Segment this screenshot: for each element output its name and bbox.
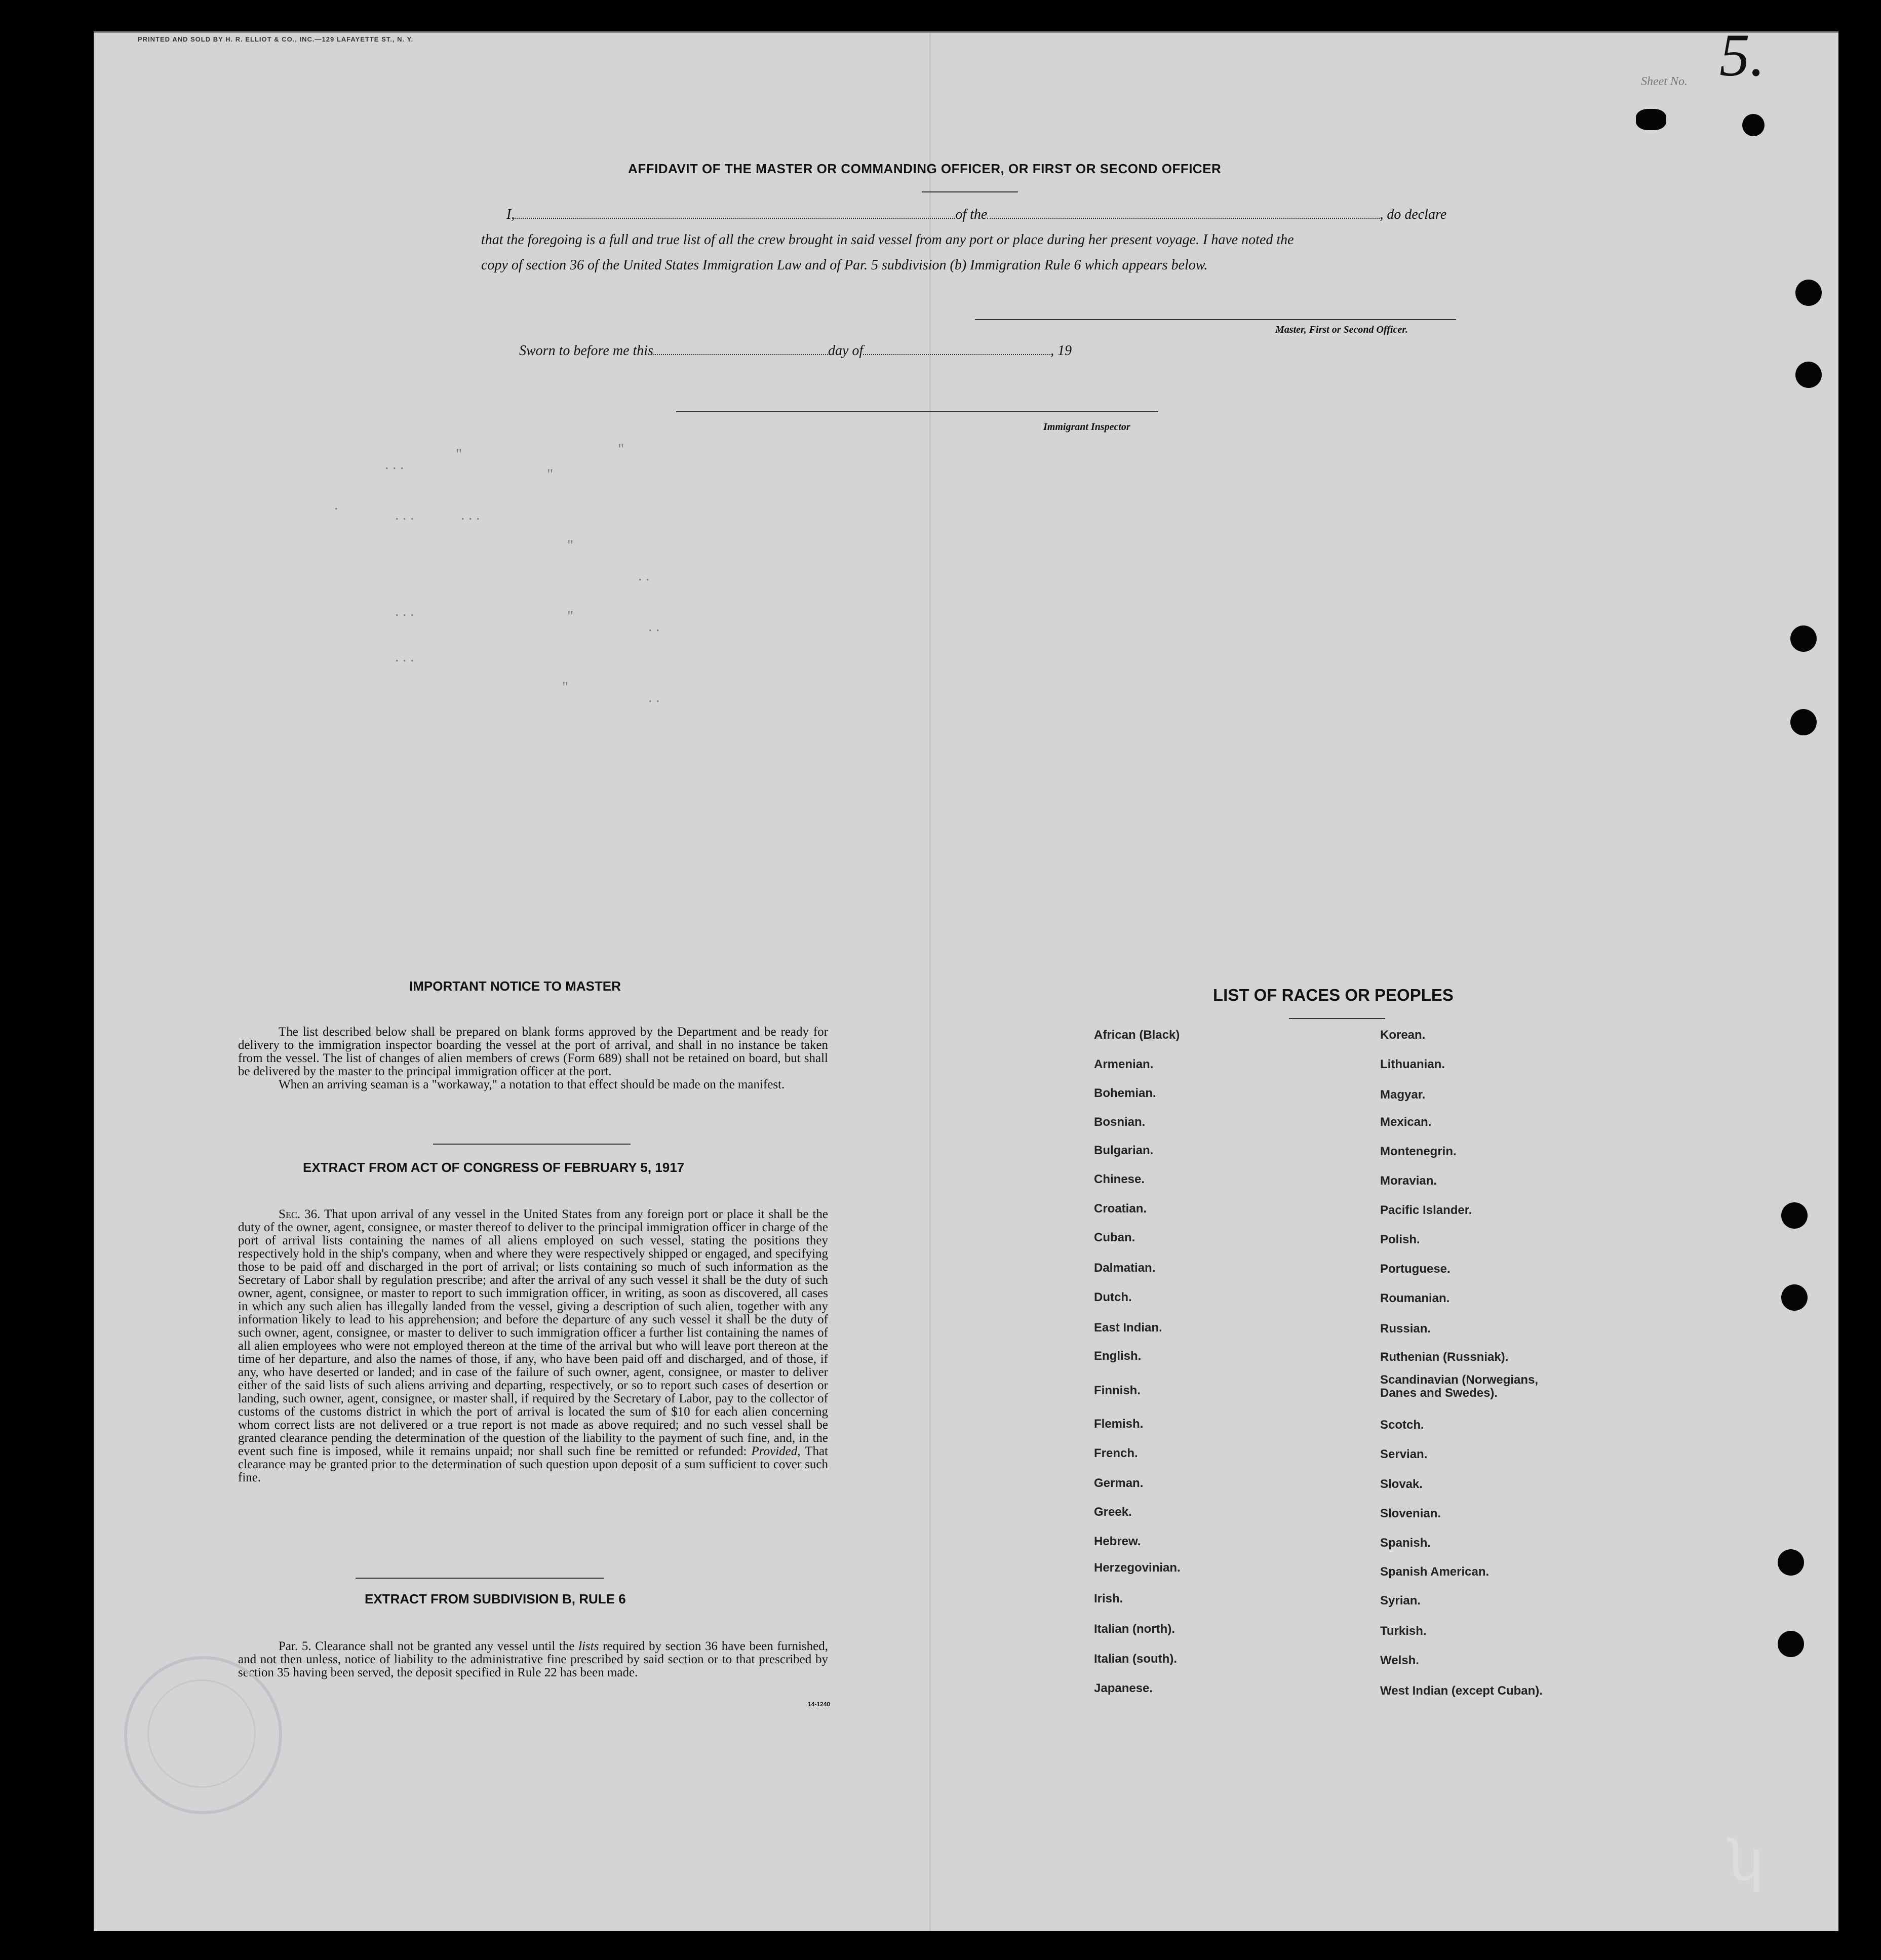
line1-i: I,: [506, 207, 515, 222]
race-item: Pacific Islander.: [1380, 1203, 1472, 1217]
act-extract-body: [238, 1208, 828, 1484]
faint-ditto-mark: . .: [648, 689, 660, 705]
punch-hole: [1781, 1284, 1808, 1311]
punch-hole: [1790, 709, 1817, 735]
faint-ditto-mark: ": [567, 537, 574, 554]
faint-ditto-mark: .: [334, 496, 338, 513]
section-36-proviso: That clearance may be granted prior to the determination of such question upon deposit of a sum sufficient to cover such fine.: [238, 1444, 828, 1484]
race-item: Mexican.: [1380, 1115, 1432, 1129]
lists-word: lists: [578, 1639, 599, 1653]
race-item: French.: [1094, 1446, 1138, 1460]
race-item: Slovak.: [1380, 1477, 1423, 1491]
race-item: Scotch.: [1380, 1418, 1424, 1432]
inspector-label: Immigrant Inspector: [1043, 421, 1130, 433]
race-item: Scandinavian (Norwegians, Danes and Swedes).: [1380, 1373, 1539, 1400]
race-item: Bulgarian.: [1094, 1144, 1154, 1157]
race-item: Russian.: [1380, 1322, 1431, 1336]
act-extract-heading: EXTRACT FROM ACT OF CONGRESS OF FEBRUARY 5, 1917: [303, 1160, 685, 1175]
vessel-name-field[interactable]: [987, 218, 1380, 219]
form-number: 14-1240: [808, 1701, 831, 1708]
rule-extract-body: [238, 1640, 828, 1679]
race-item: Spanish.: [1380, 1536, 1431, 1550]
punch-hole: [1636, 109, 1666, 130]
punch-hole: [1795, 362, 1822, 388]
year-prefix: , 19: [1050, 343, 1072, 359]
sworn-month-field[interactable]: [863, 354, 1050, 355]
race-item: English.: [1094, 1349, 1142, 1363]
sworn-line: [519, 343, 1072, 359]
race-item: Servian.: [1380, 1447, 1428, 1461]
faint-marks-area: [334, 436, 1195, 1003]
race-item: Irish.: [1094, 1592, 1123, 1605]
sheet-number: 5.: [1719, 21, 1765, 89]
race-item: Magyar.: [1380, 1088, 1426, 1102]
faint-ditto-mark: . . .: [461, 506, 480, 523]
section-label: Sec. 36.: [279, 1207, 321, 1221]
master-signature-label: Master, First or Second Officer.: [1275, 324, 1408, 335]
race-item: Bohemian.: [1094, 1086, 1156, 1100]
punch-hole: [1781, 1202, 1808, 1229]
faint-ditto-mark: . . .: [395, 506, 414, 523]
race-item: Croatian.: [1094, 1202, 1147, 1216]
race-item: Korean.: [1380, 1028, 1426, 1042]
title-rule: [922, 191, 1018, 192]
race-item: Finnish.: [1094, 1384, 1141, 1397]
race-item: Bosnian.: [1094, 1115, 1146, 1129]
race-item: Portuguese.: [1380, 1262, 1451, 1276]
race-item: Flemish.: [1094, 1417, 1144, 1431]
line1-of-the: of the: [955, 207, 988, 222]
race-item: Welsh.: [1380, 1654, 1419, 1667]
race-item: Greek.: [1094, 1505, 1132, 1519]
faint-ditto-mark: . . .: [395, 603, 414, 619]
day-of-text: day of: [828, 343, 864, 359]
race-item: Dutch.: [1094, 1290, 1132, 1304]
official-seal-stamp: [124, 1656, 282, 1814]
master-signature-line[interactable]: [975, 319, 1456, 320]
punch-hole: [1778, 1549, 1804, 1576]
faint-ditto-mark: ": [567, 608, 574, 624]
punch-hole: [1742, 114, 1765, 136]
faint-ditto-mark: ": [618, 441, 624, 457]
race-item: Moravian.: [1380, 1174, 1437, 1188]
affidavit-line-2: that the foregoing is a full and true list of all the crew brought in said vessel from any port or place during her present voyage. I have noted the: [481, 232, 1294, 248]
race-item: Turkish.: [1380, 1624, 1427, 1638]
race-item: Roumanian.: [1380, 1291, 1450, 1305]
notice-paragraph-2: When an arriving seaman is a "workaway," a notation to that effect should be made on the manifest.: [279, 1078, 785, 1091]
race-item: Cuban.: [1094, 1231, 1135, 1244]
race-item: Chinese.: [1094, 1172, 1145, 1186]
affidavit-title: AFFIDAVIT OF THE MASTER OR COMMANDING OFFICER, OR FIRST OR SECOND OFFICER: [628, 161, 1222, 176]
race-item: East Indian.: [1094, 1321, 1162, 1335]
race-item: Lithuanian.: [1380, 1057, 1445, 1071]
race-item: West Indian (except Cuban).: [1380, 1684, 1543, 1698]
notice-rule: [433, 1144, 631, 1145]
section-36-text: [238, 1208, 828, 1484]
punch-hole: [1795, 280, 1822, 306]
declarant-name-field[interactable]: [515, 218, 955, 219]
race-item: Armenian.: [1094, 1057, 1154, 1071]
rule-text-2: required by section 36 have been furnished, and not then unless, notice of liability to the administrative fine prescribed by said section or to that prescribed by section 35 having been served, the deposit specified in Rule 22 has been made.: [238, 1639, 829, 1679]
notice-heading: IMPORTANT NOTICE TO MASTER: [409, 978, 621, 994]
sworn-before-text: Sworn to before me this: [519, 343, 653, 359]
race-item: Italian (south).: [1094, 1652, 1177, 1666]
faint-ditto-mark: ": [562, 679, 569, 695]
punch-hole: [1778, 1631, 1804, 1657]
sworn-day-field[interactable]: [653, 354, 828, 355]
inspector-signature-line[interactable]: [676, 411, 1158, 412]
faint-ditto-mark: ": [547, 466, 554, 483]
rule-text-1: Par. 5. Clearance shall not be granted any vessel until the: [279, 1639, 575, 1653]
race-item: Spanish American.: [1380, 1565, 1490, 1579]
notice-body: [238, 1026, 828, 1091]
race-item: German.: [1094, 1476, 1144, 1490]
race-item: Herzegovinian.: [1094, 1561, 1181, 1575]
race-item: Japanese.: [1094, 1681, 1153, 1695]
race-item: Polish.: [1380, 1233, 1420, 1246]
line1-do-declare: , do declare: [1380, 207, 1447, 222]
race-item: Slovenian.: [1380, 1507, 1441, 1520]
affidavit-line-1: [506, 207, 1446, 223]
race-item: African (Black): [1094, 1028, 1180, 1042]
faint-ditto-mark: ": [456, 446, 462, 462]
faint-ditto-mark: . . .: [395, 648, 414, 665]
race-item: Ruthenian (Russniak).: [1380, 1350, 1509, 1364]
race-item: Montenegrin.: [1380, 1145, 1457, 1158]
printer-line: PRINTED AND SOLD BY H. R. ELLIOT & CO., INC.—129 LAFAYETTE ST., N. Y.: [138, 35, 414, 43]
rule-paragraph: [238, 1640, 828, 1679]
faint-ditto-mark: . . .: [385, 456, 404, 473]
race-item: Italian (north).: [1094, 1622, 1175, 1636]
affidavit-line-3: copy of section 36 of the United States Immigration Law and of Par. 5 subdivision (b) Immigration Rule 6 which appears below.: [481, 257, 1208, 273]
section-36-body: That upon arrival of any vessel in the United States from any foreign port or place it shall be the duty of the owner, agent, consignee, or master thereof to deliver to the principal immigration officer in charge of the port of arrival lists containing the names of all aliens employed on such vessel, stating the positions they respectively hold in the ship's company, when and where they were respectively shipped or engaged, and specifying those to be paid off and discharged in the port of arrival; or lists containing so much of such information as the Secretary of Labor shall by regulation prescribe; and after the arrival of any such vessel it shall be the duty of such owner, agent, consignee, or master to report to such immigration officer, in writing, as soon as discovered, all cases in which any such alien has illegally landed from the vessel, giving a description of such alien, together with any information likely to lead to his apprehension; and before the departure of any such vessel it shall be the duty of such owner, agent, consignee, or master to deliver to such immigration officer a further list containing the names of all alien employees who were not employed thereon at the time of the arrival but who will leave port thereon at the time of her departure, and also the names of those, if any, who have been paid off and discharged, and of those, if any, who have deserted or landed; and in case of the failure of such owner, agent, consignee, or master to deliver either of the said lists of such aliens arriving and departing, respectively, or so to report such cases of desertion or landing, such owner, agent, consignee, or master shall, if required by the Secretary of Labor, pay to the collector of customs of the customs district in which the port of arrival is located the sum of $10 for each alien concerning whom correct lists are not delivered or a true report is not made as above required; and no such vessel shall be granted clearance pending the determination of the question of the liability to the payment of such fine, and, in the event such fine is imposed, while it remains unpaid; nor shall such fine be remitted or refunded:: [238, 1207, 828, 1458]
races-rule: [1289, 1018, 1385, 1019]
punch-hole: [1790, 625, 1817, 652]
corner-check-mark: ʮ: [1727, 1828, 1764, 1893]
provided-word: Provided,: [751, 1444, 801, 1458]
faint-ditto-mark: . .: [648, 618, 660, 635]
rule-extract-heading: EXTRACT FROM SUBDIVISION B, RULE 6: [365, 1591, 626, 1606]
faint-ditto-mark: . .: [638, 567, 650, 584]
race-item: Syrian.: [1380, 1594, 1421, 1608]
sheet-label: Sheet No.: [1641, 75, 1688, 88]
races-heading: LIST OF RACES OR PEOPLES: [1213, 986, 1454, 1004]
race-item: Hebrew.: [1094, 1535, 1141, 1548]
race-item: Dalmatian.: [1094, 1261, 1156, 1275]
notice-paragraph-1: The list described below shall be prepared on blank forms approved by the Department and be ready for delivery to the immigration inspector boarding the vessel at the port of arrival, and shall in no instance be taken from the vessel. The list of changes of alien members of crews (Form 689) shall not be retained on board, but shall be delivered by the master to the principal immigration officer at the port.: [238, 1025, 828, 1078]
act-rule: [356, 1578, 604, 1579]
